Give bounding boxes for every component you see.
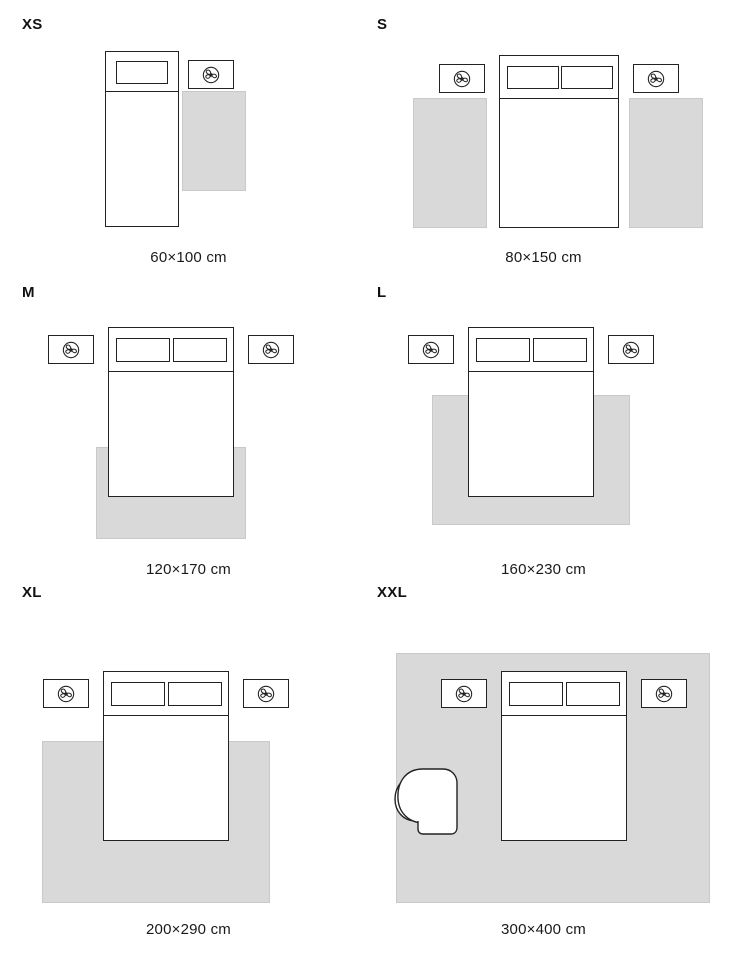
nightstand-right-s (633, 64, 679, 93)
pillow-xl-right (168, 682, 222, 706)
nightstand-right-m (248, 335, 294, 364)
rug-shape-s-right (629, 98, 703, 228)
lamp-icon (56, 684, 76, 704)
caption-xxl: 300×400 cm (501, 921, 586, 938)
size-label-s: S (377, 16, 388, 33)
lamp-icon (646, 69, 666, 89)
bed-xxl (501, 715, 627, 841)
nightstand-left-m (48, 335, 94, 364)
pillow-xxl-left (509, 682, 563, 706)
caption-xl: 200×290 cm (146, 921, 231, 938)
nightstand-left-xl (43, 679, 89, 708)
rug-size-cell-l (371, 276, 716, 576)
lamp-icon (654, 684, 674, 704)
nightstand-right-xs (188, 60, 234, 89)
rug-shape-s-left (413, 98, 487, 228)
pillow-s-right (561, 66, 613, 89)
nightstand-right-l (608, 335, 654, 364)
size-label-l: L (377, 284, 387, 301)
lamp-icon (421, 340, 441, 360)
caption-s: 80×150 cm (505, 249, 582, 266)
rug-shape-xs (182, 91, 246, 191)
caption-m: 120×170 cm (146, 561, 231, 578)
pillow-s-left (507, 66, 559, 89)
rug-size-cell-s (371, 8, 716, 276)
nightstand-left-l (408, 335, 454, 364)
size-label-m: M (22, 284, 35, 301)
nightstand-left-s (439, 64, 485, 93)
nightstand-right-xl (243, 679, 289, 708)
pillow-m-right (173, 338, 227, 362)
pillow-l-right (533, 338, 587, 362)
bed-l (468, 371, 594, 497)
size-label-xxl: XXL (377, 584, 408, 601)
bed-xl (103, 715, 229, 841)
bed-s (499, 98, 619, 228)
lamp-icon (201, 65, 221, 85)
bed-m (108, 371, 234, 497)
rug-size-cell-xl (16, 576, 361, 936)
armchair-xxl (383, 751, 483, 846)
lamp-icon (261, 340, 281, 360)
size-label-xl: XL (22, 584, 42, 601)
pillow-xs (116, 61, 168, 84)
lamp-icon (621, 340, 641, 360)
nightstand-left-xxl (441, 679, 487, 708)
lamp-icon (256, 684, 276, 704)
pillow-xxl-right (566, 682, 620, 706)
pillow-xl-left (111, 682, 165, 706)
bed-xs (105, 91, 179, 227)
lamp-icon (61, 340, 81, 360)
caption-xs: 60×100 cm (150, 249, 227, 266)
lamp-icon (452, 69, 472, 89)
rug-size-cell-m (16, 276, 361, 576)
pillow-l-left (476, 338, 530, 362)
pillow-m-left (116, 338, 170, 362)
caption-l: 160×230 cm (501, 561, 586, 578)
size-label-xs: XS (22, 16, 43, 33)
lamp-icon (454, 684, 474, 704)
rug-size-cell-xxl (371, 576, 716, 936)
rug-size-cell-xs (16, 8, 361, 276)
nightstand-right-xxl (641, 679, 687, 708)
